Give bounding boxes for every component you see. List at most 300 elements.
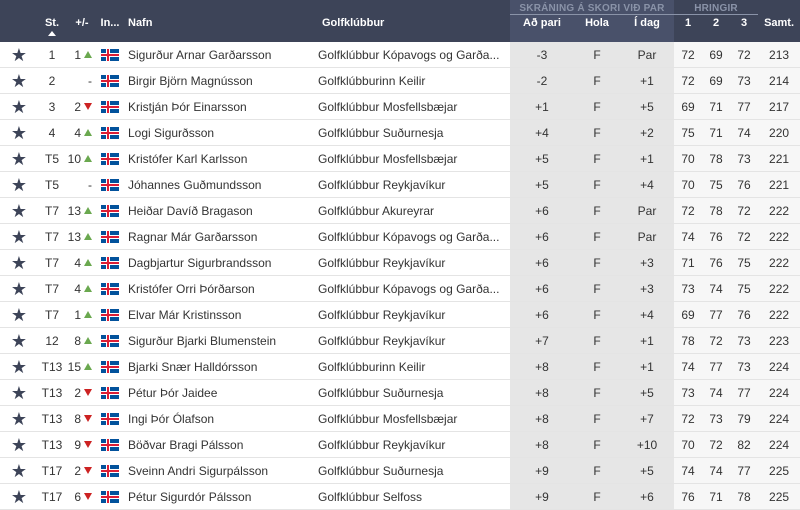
- movement-value: 6: [74, 489, 81, 504]
- to-par-cell: +8: [510, 354, 574, 380]
- club-cell: Golfklúbbur Kópavogs og Garða...: [316, 42, 510, 68]
- today-cell: +4: [620, 302, 674, 328]
- movement-cell: [66, 68, 98, 94]
- favorite-toggle[interactable]: [0, 198, 38, 224]
- today-cell: +3: [620, 250, 674, 276]
- favorite-toggle[interactable]: [0, 224, 38, 250]
- iceland-flag-icon: [101, 309, 119, 321]
- favorite-toggle[interactable]: [0, 120, 38, 146]
- movement-column-header[interactable]: +/-: [66, 15, 98, 43]
- total-cell: 224: [758, 380, 800, 406]
- club-cell: Golfklúbbur Kópavogs og Garða...: [316, 276, 510, 302]
- position-cell: T7: [38, 276, 66, 302]
- nationality-cell: [98, 328, 122, 354]
- table-row[interactable]: [0, 94, 800, 120]
- arrow-down-icon: [84, 467, 92, 474]
- star-icon[interactable]: ★: [10, 278, 28, 299]
- movement-value: 2: [74, 385, 81, 400]
- player-name-link[interactable]: Elvar Már Kristinsson: [122, 302, 316, 328]
- round-2-cell: 78: [702, 198, 730, 224]
- player-name-link[interactable]: Birgir Björn Magnússon: [122, 68, 316, 94]
- position-cell: 12: [38, 328, 66, 354]
- table-row[interactable]: [0, 406, 800, 432]
- round-1-cell: 71: [674, 250, 702, 276]
- round-3-cell: 77: [730, 94, 758, 120]
- hole-cell: F: [574, 328, 620, 354]
- hole-cell: F: [574, 42, 620, 68]
- player-name-link[interactable]: Kristján Þór Einarsson: [122, 94, 316, 120]
- favorite-toggle[interactable]: [0, 172, 38, 198]
- nationality-cell: [98, 250, 122, 276]
- star-icon[interactable]: ★: [10, 434, 28, 455]
- total-cell: 214: [758, 68, 800, 94]
- movement-cell: [66, 458, 98, 484]
- iceland-flag-icon: [101, 491, 119, 503]
- total-cell: 224: [758, 354, 800, 380]
- table-row[interactable]: [0, 458, 800, 484]
- arrow-down-icon: [84, 103, 92, 110]
- iceland-flag-icon: [101, 101, 119, 113]
- round-1-cell: 70: [674, 172, 702, 198]
- position-cell: 1: [38, 42, 66, 68]
- hole-cell: F: [574, 250, 620, 276]
- round-3-cell: 73: [730, 354, 758, 380]
- iceland-flag-icon: [101, 153, 119, 165]
- arrow-up-icon: [84, 363, 92, 370]
- arrow-up-icon: [84, 337, 92, 344]
- to-par-cell: +8: [510, 406, 574, 432]
- nationality-cell: [98, 458, 122, 484]
- movement-cell: [66, 276, 98, 302]
- table-row[interactable]: [0, 42, 800, 68]
- movement-cell: [66, 354, 98, 380]
- club-cell: Golfklúbbur Suðurnesja: [316, 380, 510, 406]
- star-icon[interactable]: ★: [10, 200, 28, 221]
- iceland-flag-icon: [101, 179, 119, 191]
- player-name-link[interactable]: Böðvar Bragi Pálsson: [122, 432, 316, 458]
- table-row[interactable]: [0, 432, 800, 458]
- to-par-cell: +6: [510, 198, 574, 224]
- position-cell: T17: [38, 458, 66, 484]
- favorite-toggle[interactable]: [0, 484, 38, 510]
- star-icon[interactable]: ★: [10, 174, 28, 195]
- player-name-link[interactable]: Sveinn Andri Sigurpálsson: [122, 458, 316, 484]
- favorite-toggle[interactable]: [0, 250, 38, 276]
- favorite-toggle[interactable]: [0, 380, 38, 406]
- position-cell: T7: [38, 198, 66, 224]
- iceland-flag-icon: [101, 413, 119, 425]
- movement-cell: [66, 302, 98, 328]
- favorite-toggle[interactable]: [0, 354, 38, 380]
- position-cell: T7: [38, 250, 66, 276]
- position-cell: 2: [38, 68, 66, 94]
- iceland-flag-icon: [101, 49, 119, 61]
- round-1-cell: 72: [674, 406, 702, 432]
- round-2-cell: 73: [702, 406, 730, 432]
- iceland-flag-icon: [101, 127, 119, 139]
- round-1-cell: 75: [674, 120, 702, 146]
- arrow-up-icon: [84, 155, 92, 162]
- round-1-cell: 73: [674, 380, 702, 406]
- round-1-cell: 69: [674, 302, 702, 328]
- round-1-cell: 70: [674, 146, 702, 172]
- nationality-cell: [98, 42, 122, 68]
- round-3-cell: 72: [730, 42, 758, 68]
- round-3-cell: 75: [730, 250, 758, 276]
- today-cell: +2: [620, 120, 674, 146]
- round-3-cell: 79: [730, 406, 758, 432]
- to-par-cell: +9: [510, 484, 574, 510]
- table-row[interactable]: [0, 250, 800, 276]
- round-2-cell: 69: [702, 68, 730, 94]
- star-icon[interactable]: ★: [10, 96, 28, 117]
- club-cell: Golfklúbbur Selfoss: [316, 484, 510, 510]
- position-cell: T5: [38, 146, 66, 172]
- arrow-up-icon: [84, 259, 92, 266]
- to-par-cell: +5: [510, 146, 574, 172]
- nationality-cell: [98, 120, 122, 146]
- round-2-cell: 71: [702, 484, 730, 510]
- nationality-cell: [98, 302, 122, 328]
- today-cell: +3: [620, 276, 674, 302]
- arrow-down-icon: [84, 493, 92, 500]
- table-row[interactable]: [0, 68, 800, 94]
- table-row[interactable]: [0, 484, 800, 510]
- favorite-toggle[interactable]: [0, 42, 38, 68]
- header-group-row: [0, 0, 800, 15]
- star-icon[interactable]: ★: [10, 122, 28, 143]
- star-icon[interactable]: ★: [10, 252, 28, 273]
- hole-cell: F: [574, 172, 620, 198]
- to-par-cell: +5: [510, 172, 574, 198]
- hole-cell: F: [574, 380, 620, 406]
- round-2-cell: 77: [702, 354, 730, 380]
- movement-value: 2: [74, 99, 81, 114]
- nationality-cell: [98, 484, 122, 510]
- round-2-cell: 71: [702, 94, 730, 120]
- nationality-cell: [98, 172, 122, 198]
- round-3-column-header[interactable]: 3: [730, 15, 758, 43]
- star-icon[interactable]: ★: [10, 226, 28, 247]
- movement-cell: [66, 328, 98, 354]
- today-cell: +4: [620, 172, 674, 198]
- star-icon[interactable]: ★: [10, 330, 28, 351]
- round-2-cell: 72: [702, 432, 730, 458]
- total-cell: 217: [758, 94, 800, 120]
- round-1-cell: 70: [674, 432, 702, 458]
- arrow-up-icon: [84, 233, 92, 240]
- header-blank: [758, 0, 800, 15]
- movement-value: 2: [74, 463, 81, 478]
- club-cell: Golfklúbbur Mosfellsbæjar: [316, 94, 510, 120]
- iceland-flag-icon: [101, 439, 119, 451]
- round-3-cell: 72: [730, 224, 758, 250]
- position-cell: T7: [38, 224, 66, 250]
- total-cell: 213: [758, 42, 800, 68]
- header-blank: [66, 0, 98, 15]
- hole-cell: F: [574, 224, 620, 250]
- star-icon[interactable]: ★: [10, 486, 28, 507]
- total-cell: 221: [758, 172, 800, 198]
- player-name-link[interactable]: Kristófer Karl Karlsson: [122, 146, 316, 172]
- player-name-link[interactable]: Logi Sigurðsson: [122, 120, 316, 146]
- player-name-link[interactable]: Bjarki Snær Halldórsson: [122, 354, 316, 380]
- header-blank: [122, 0, 316, 15]
- nationality-cell: [98, 198, 122, 224]
- movement-value: 15: [67, 359, 81, 374]
- club-cell: Golfklúbbur Mosfellsbæjar: [316, 406, 510, 432]
- movement-cell: [66, 406, 98, 432]
- position-cell: T13: [38, 354, 66, 380]
- player-name-link[interactable]: Sigurður Bjarki Blumenstein: [122, 328, 316, 354]
- round-3-cell: 73: [730, 68, 758, 94]
- hole-cell: F: [574, 198, 620, 224]
- round-2-cell: 74: [702, 458, 730, 484]
- rounds-group-label: HRINGIR: [674, 0, 758, 15]
- player-name-link[interactable]: Sigurður Arnar Garðarsson: [122, 42, 316, 68]
- round-3-cell: 82: [730, 432, 758, 458]
- player-name-link[interactable]: Pétur Þór Jaidee: [122, 380, 316, 406]
- nationality-cell: [98, 354, 122, 380]
- favorite-toggle[interactable]: [0, 146, 38, 172]
- to-par-cell: +6: [510, 250, 574, 276]
- round-1-cell: 72: [674, 42, 702, 68]
- to-par-cell: +6: [510, 224, 574, 250]
- to-par-cell: +9: [510, 458, 574, 484]
- round-2-cell: 69: [702, 42, 730, 68]
- player-name-link[interactable]: Jóhannes Guðmundsson: [122, 172, 316, 198]
- round-2-cell: 71: [702, 120, 730, 146]
- to-par-cell: +8: [510, 380, 574, 406]
- to-par-cell: -2: [510, 68, 574, 94]
- movement-cell: [66, 94, 98, 120]
- star-icon[interactable]: ★: [10, 70, 28, 91]
- movement-value: 13: [67, 229, 81, 244]
- nationality-cell: [98, 94, 122, 120]
- movement-value: 4: [74, 255, 81, 270]
- to-par-cell: +8: [510, 432, 574, 458]
- hole-cell: F: [574, 458, 620, 484]
- round-1-column-header[interactable]: 1: [674, 15, 702, 43]
- to-par-cell: +1: [510, 94, 574, 120]
- iceland-flag-icon: [101, 231, 119, 243]
- position-cell: T5: [38, 172, 66, 198]
- table-row[interactable]: [0, 380, 800, 406]
- total-cell: 220: [758, 120, 800, 146]
- player-name-link[interactable]: Dagbjartur Sigurbrandsson: [122, 250, 316, 276]
- round-1-cell: 74: [674, 458, 702, 484]
- to-par-cell: +6: [510, 302, 574, 328]
- table-row[interactable]: [0, 120, 800, 146]
- today-cell: +5: [620, 458, 674, 484]
- arrow-down-icon: [84, 441, 92, 448]
- position-cell: T13: [38, 380, 66, 406]
- player-name-link[interactable]: Ingi Þór Ólafson: [122, 406, 316, 432]
- favorite-toggle[interactable]: [0, 458, 38, 484]
- position-cell: T7: [38, 302, 66, 328]
- total-cell: 222: [758, 224, 800, 250]
- round-1-cell: 72: [674, 198, 702, 224]
- round-3-cell: 77: [730, 380, 758, 406]
- iceland-flag-icon: [101, 257, 119, 269]
- nationality-cell: [98, 68, 122, 94]
- movement-value: 10: [67, 151, 81, 166]
- hole-cell: F: [574, 68, 620, 94]
- table-row[interactable]: [0, 224, 800, 250]
- club-cell: Golfklúbbur Mosfellsbæjar: [316, 146, 510, 172]
- position-column-header[interactable]: [38, 15, 66, 43]
- header-favorite: [0, 15, 38, 43]
- hole-cell: F: [574, 120, 620, 146]
- star-icon[interactable]: ★: [10, 44, 28, 65]
- movement-value: 8: [74, 411, 81, 426]
- name-column-header[interactable]: Nafn: [122, 15, 316, 43]
- movement-cell: [66, 224, 98, 250]
- table-row[interactable]: [0, 354, 800, 380]
- hole-cell: F: [574, 146, 620, 172]
- nationality-column-header[interactable]: In...: [98, 15, 122, 43]
- header-row: [0, 15, 800, 43]
- round-2-column-header[interactable]: 2: [702, 15, 730, 43]
- today-cell: +5: [620, 380, 674, 406]
- arrow-up-icon: [84, 207, 92, 214]
- round-3-cell: 74: [730, 120, 758, 146]
- round-3-cell: 72: [730, 198, 758, 224]
- today-cell: +7: [620, 406, 674, 432]
- round-1-cell: 72: [674, 68, 702, 94]
- club-cell: Golfklúbbur Suðurnesja: [316, 458, 510, 484]
- arrow-down-icon: [84, 389, 92, 396]
- hole-cell: F: [574, 432, 620, 458]
- arrow-up-icon: [84, 51, 92, 58]
- total-cell: 223: [758, 328, 800, 354]
- table-row[interactable]: [0, 328, 800, 354]
- scoring-group-label: SKRÁNING Á SKORI VIÐ PAR: [510, 0, 674, 15]
- total-cell: 225: [758, 458, 800, 484]
- total-column-header[interactable]: Samt.: [758, 15, 800, 43]
- star-icon[interactable]: ★: [10, 356, 28, 377]
- nationality-cell: [98, 432, 122, 458]
- nationality-cell: [98, 224, 122, 250]
- favorite-toggle[interactable]: [0, 276, 38, 302]
- today-column-header[interactable]: Í dag: [620, 15, 674, 43]
- today-cell: Par: [620, 198, 674, 224]
- player-name-link[interactable]: Kristófer Orri Þórðarson: [122, 276, 316, 302]
- total-cell: 222: [758, 250, 800, 276]
- star-icon[interactable]: ★: [10, 408, 28, 429]
- today-cell: +1: [620, 328, 674, 354]
- movement-value: 4: [74, 125, 81, 140]
- club-column-header[interactable]: Golfklúbbur: [316, 15, 510, 43]
- round-3-cell: 78: [730, 484, 758, 510]
- movement-value: 8: [74, 333, 81, 348]
- club-cell: Golfklúbbur Reykjavíkur: [316, 250, 510, 276]
- round-3-cell: 75: [730, 276, 758, 302]
- movement-value: 1: [74, 307, 81, 322]
- to-par-cell: +6: [510, 276, 574, 302]
- today-cell: Par: [620, 224, 674, 250]
- to-par-cell: +7: [510, 328, 574, 354]
- club-cell: Golfklúbbur Akureyrar: [316, 198, 510, 224]
- header-blank: [0, 0, 38, 15]
- star-icon[interactable]: ★: [10, 304, 28, 325]
- today-cell: +1: [620, 68, 674, 94]
- favorite-toggle[interactable]: [0, 328, 38, 354]
- favorite-toggle[interactable]: [0, 302, 38, 328]
- table-row[interactable]: [0, 302, 800, 328]
- movement-cell: [66, 198, 98, 224]
- movement-cell: [66, 120, 98, 146]
- nationality-cell: [98, 406, 122, 432]
- star-icon[interactable]: ★: [10, 148, 28, 169]
- iceland-flag-icon: [101, 205, 119, 217]
- favorite-toggle[interactable]: [0, 68, 38, 94]
- favorite-toggle[interactable]: [0, 406, 38, 432]
- today-cell: +10: [620, 432, 674, 458]
- round-1-cell: 73: [674, 276, 702, 302]
- header-blank: [98, 0, 122, 15]
- arrow-up-icon: [84, 285, 92, 292]
- favorite-toggle[interactable]: [0, 432, 38, 458]
- movement-cell: [66, 250, 98, 276]
- to-par-column-header[interactable]: Að pari: [510, 15, 574, 43]
- table-row[interactable]: [0, 276, 800, 302]
- table-row[interactable]: [0, 172, 800, 198]
- player-name-link[interactable]: Pétur Sigurdór Pálsson: [122, 484, 316, 510]
- star-icon[interactable]: ★: [10, 382, 28, 403]
- hole-cell: F: [574, 276, 620, 302]
- movement-cell: [66, 380, 98, 406]
- today-cell: +1: [620, 354, 674, 380]
- movement-value: -: [88, 177, 92, 192]
- hole-cell: F: [574, 406, 620, 432]
- nationality-cell: [98, 276, 122, 302]
- club-cell: Golfklúbbur Reykjavíkur: [316, 432, 510, 458]
- club-cell: Golfklúbbur Reykjavíkur: [316, 172, 510, 198]
- header-blank: [316, 0, 510, 15]
- round-2-cell: 76: [702, 250, 730, 276]
- favorite-toggle[interactable]: [0, 94, 38, 120]
- round-3-cell: 77: [730, 458, 758, 484]
- movement-cell: [66, 146, 98, 172]
- arrow-up-icon: [84, 311, 92, 318]
- player-name-link[interactable]: Ragnar Már Garðarsson: [122, 224, 316, 250]
- to-par-cell: +4: [510, 120, 574, 146]
- movement-value: -: [88, 73, 92, 88]
- hole-cell: F: [574, 94, 620, 120]
- round-1-cell: 74: [674, 354, 702, 380]
- club-cell: Golfklúbbur Kópavogs og Garða...: [316, 224, 510, 250]
- round-1-cell: 69: [674, 94, 702, 120]
- round-2-cell: 77: [702, 302, 730, 328]
- position-cell: T13: [38, 432, 66, 458]
- nationality-cell: [98, 380, 122, 406]
- movement-cell: [66, 172, 98, 198]
- arrow-up-icon: [84, 129, 92, 136]
- total-cell: 224: [758, 406, 800, 432]
- star-icon[interactable]: ★: [10, 460, 28, 481]
- table-row[interactable]: [0, 146, 800, 172]
- club-cell: Golfklúbbur Reykjavíkur: [316, 328, 510, 354]
- to-par-cell: -3: [510, 42, 574, 68]
- table-row[interactable]: [0, 198, 800, 224]
- sort-ascending-icon: [48, 31, 56, 36]
- round-3-cell: 73: [730, 146, 758, 172]
- round-2-cell: 74: [702, 276, 730, 302]
- position-cell: 3: [38, 94, 66, 120]
- hole-column-header[interactable]: Hola: [574, 15, 620, 43]
- player-name-link[interactable]: Heiðar Davíð Bragason: [122, 198, 316, 224]
